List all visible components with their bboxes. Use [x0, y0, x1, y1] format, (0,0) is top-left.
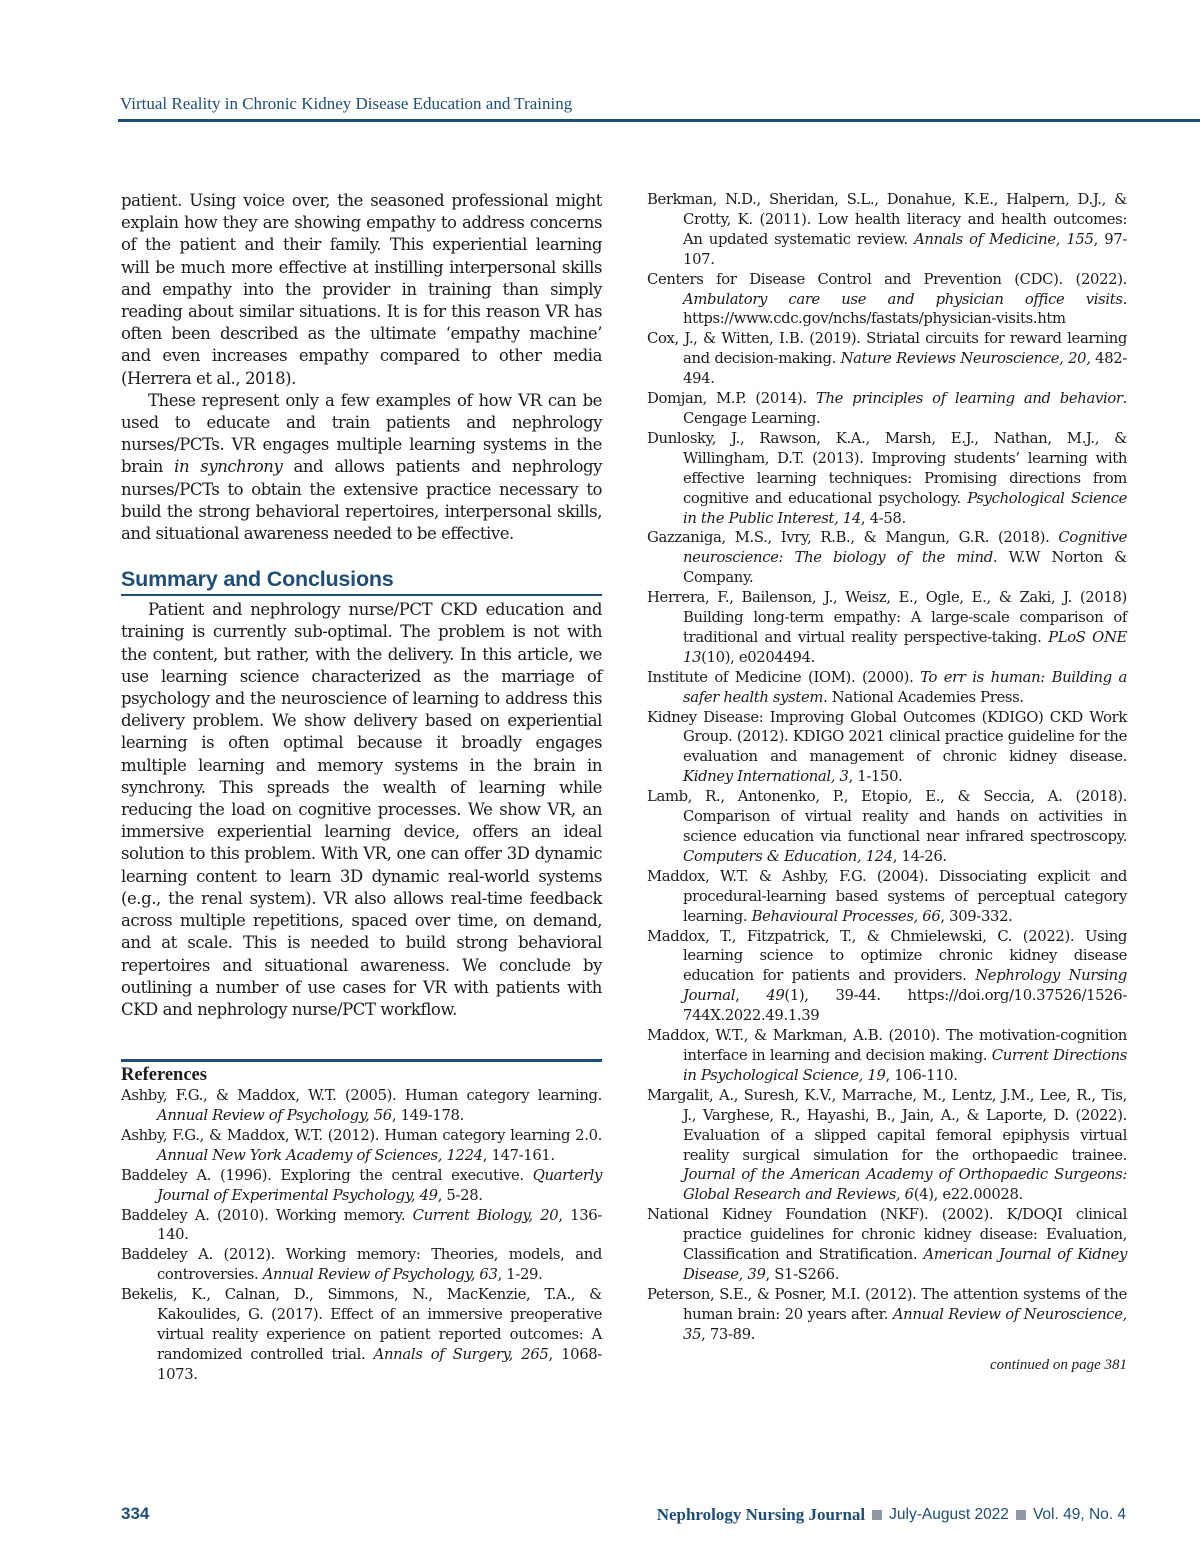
running-head: Virtual Reality in Chronic Kidney Disease Education and Training: [120, 94, 573, 113]
reference-entry: Margalit, A., Suresh, K.V., Marrache, M., Lentz, J.M., Lee, R., Tis, J., Varghese, R., Hayashi, B., Jain, A., & Laporte, D. (2022). Evaluation of a slipped capital femoral epiphysis virtual reality surgical simulation for the orthopaedic trainee. Journal of the American Academy of Orthopaedic Surgeons: Global Research and Reviews, 6(4), e22.00028.: [647, 1086, 1127, 1204]
reference-entry: Maddox, W.T., & Markman, A.B. (2010). The motivation-cognition interface in learning and decision making. Current Directions in Psychological Science, 19, 106-110.: [647, 1027, 1127, 1084]
reference-entry: National Kidney Foundation (NKF). (2002). K/DOQI clinical practice guidelines for chronic kidney disease: Evaluation, Classification and Stratification. American Journal of Kidney Disease, 39, S1-S266.: [647, 1206, 1127, 1283]
reference-list-left: [121, 1086, 602, 1385]
reference-entry: Baddeley A. (2012). Working memory: Theories, models, and controversies. Annual Review of Psychology, 63, 1-29.: [121, 1246, 602, 1284]
reference-entry: Baddeley A. (1996). Exploring the central executive. Quarterly Journal of Experimental Psychology, 49, 5-28.: [121, 1166, 602, 1204]
reference-entry: Lamb, R., Antonenko, P., Etopio, E., & Seccia, A. (2018). Comparison of virtual reality and hands on activities in science education via functional near infrared spectroscopy. Computers & Education, 124, 14-26.: [647, 788, 1127, 865]
section-heading-summary: Summary and Conclusions: [121, 567, 602, 596]
square-bullet-icon: [1016, 1510, 1026, 1520]
reference-entry: Cox, J., & Witten, I.B. (2019). Striatal circuits for reward learning and decision-making. Nature Reviews Neuroscience, 20, 482-494.: [647, 330, 1127, 388]
reference-entry: Bekelis, K., Calnan, D., Simmons, N., MacKenzie, T.A., & Kakoulides, G. (2017). Effect of an immersive preoperative virtual reality experience on patient reported outcomes: A randomized controlled trial. Annals of Surgery, 265, 1068-1073.: [121, 1286, 602, 1383]
square-bullet-icon: [872, 1510, 882, 1520]
issue-date: July-August 2022: [889, 1506, 1009, 1523]
reference-entry: Ashby, F.G., & Maddox, W.T. (2012). Human category learning 2.0. Annual New York Academy of Sciences, 1224, 147-161.: [121, 1126, 602, 1164]
left-column: [121, 190, 602, 1385]
reference-entry: Institute of Medicine (IOM). (2000). To err is human: Building a safer health system. National Academies Press.: [647, 668, 1128, 706]
reference-list-right: [647, 190, 1127, 1345]
body-paragraph: patient. Using voice over, the seasoned professional might explain how they are showing empathy to address concerns of the patient and their family. This experiential learning will be much more effective at instilling interpersonal skills and empathy into the provider in training than simply reading about similar situations. It is for this reason VR has often been described as the ultimate ‘empathy machine’ and even increases empathy compared to other media (Herrera et al., 2018).: [121, 191, 602, 388]
reference-entry: Centers for Disease Control and Prevention (CDC). (2022). Ambulatory care use and physician office visits. https://www.cdc.gov/nchs/fastats/physician-visits.htm: [647, 270, 1127, 328]
reference-entry: Baddeley A. (2010). Working memory. Current Biology, 20, 136-140.: [121, 1206, 602, 1244]
right-column: [647, 190, 1127, 1374]
reference-entry: Peterson, S.E., & Posner, M.I. (2012). The attention systems of the human brain: 20 years after. Annual Review of Neuroscience, 35, 73-89.: [647, 1285, 1127, 1343]
continued-note: continued on page 381: [989, 1356, 1127, 1373]
header-rule: [118, 119, 1200, 122]
footer-journal-info: [657, 1505, 1126, 1525]
body-paragraph: These represent only a few examples of how VR can be used to educate and train patients and nephrology nurses/PCTs. VR engages multiple learning systems in the brain in synchrony and allows patients and nephrology nurses/PCTs to obtain the extensive practice necessary to build the strong behavioral repertoires, interpersonal skills, and situational awareness needed to be effective.: [121, 390, 602, 544]
references-heading: References: [121, 1059, 602, 1086]
reference-entry: Maddox, T., Fitzpatrick, T., & Chmielewski, C. (2022). Using learning science to optimize chronic kidney disease education for patients and providers. Nephrology Nursing Journal, 49(1), 39-44. https://doi.org/10.37526/1526-744X.2022.49.1.39: [647, 927, 1127, 1025]
summary-paragraph: Patient and nephrology nurse/PCT CKD education and training is currently sub-optimal. The problem is not with the content, but rather, with the delivery. In this article, we use learning science characterized as the marriage of psychology and the neuroscience of learning to address this delivery problem. We show delivery based on experiential learning is often optimal because it broadly engages multiple learning and memory systems in the brain in synchrony. This spreads the wealth of learning while reducing the load on cognitive processes. We show VR, an immersive experiential learning device, offers an ideal solution to this problem. With VR, one can offer 3D dynamic learning content to learn 3D dynamic real-world systems (e.g., the renal system). VR also allows real-time feedback across multiple repetitions, spaced over time, on demand, and at scale. This is needed to build strong behavioral repertoires and situational awareness. We conclude by outlining a number of use cases for VR with patients with CKD and nephrology nurse/PCT workflow.: [121, 600, 602, 1019]
reference-entry: Domjan, M.P. (2014). The principles of learning and behavior. Cengage Learning.: [647, 390, 1127, 427]
reference-entry: Kidney Disease: Improving Global Outcomes (KDIGO) CKD Work Group. (2012). KDIGO 2021 clinical practice guideline for the evaluation and management of chronic kidney disease. Kidney International, 3, 1-150.: [647, 708, 1127, 786]
reference-entry: Berkman, N.D., Sheridan, S.L., Donahue, K.E., Halpern, D.J., & Crotty, K. (2011). Low health literacy and health outcomes: An updated systematic review. Annals of Medicine, 155, 97-107.: [647, 191, 1127, 268]
reference-entry: Dunlosky, J., Rawson, K.A., Marsh, E.J., Nathan, M.J., & Willingham, D.T. (2013). Improving students’ learning with effective learning techniques: Promising directions from cognitive and educational psychology. Psychological Science in the Public Interest, 14, 4-58.: [647, 429, 1128, 527]
reference-entry: Maddox, W.T. & Ashby, F.G. (2004). Dissociating explicit and procedural-learning based systems of perceptual category learning. Behavioural Processes, 66, 309-332.: [647, 867, 1127, 925]
volume-issue: Vol. 49, No. 4: [1032, 1506, 1126, 1523]
journal-name: Nephrology Nursing Journal: [656, 1505, 866, 1524]
reference-entry: Herrera, F., Bailenson, J., Weisz, E., Ogle, E., & Zaki, J. (2018) Building long-term empathy: A large-scale comparison of traditional and virtual reality perspective-taking. PLoS ONE 13(10), e0204494.: [647, 589, 1127, 666]
page-number: 334: [121, 1504, 150, 1523]
reference-entry: Ashby, F.G., & Maddox, W.T. (2005). Human category learning. Annual Review of Psychology, 56, 149-178.: [121, 1087, 602, 1125]
reference-entry: Gazzaniga, M.S., Ivry, R.B., & Mangun, G.R. (2018). Cognitive neuroscience: The biology of the mind. W.W Norton & Company.: [647, 529, 1128, 587]
